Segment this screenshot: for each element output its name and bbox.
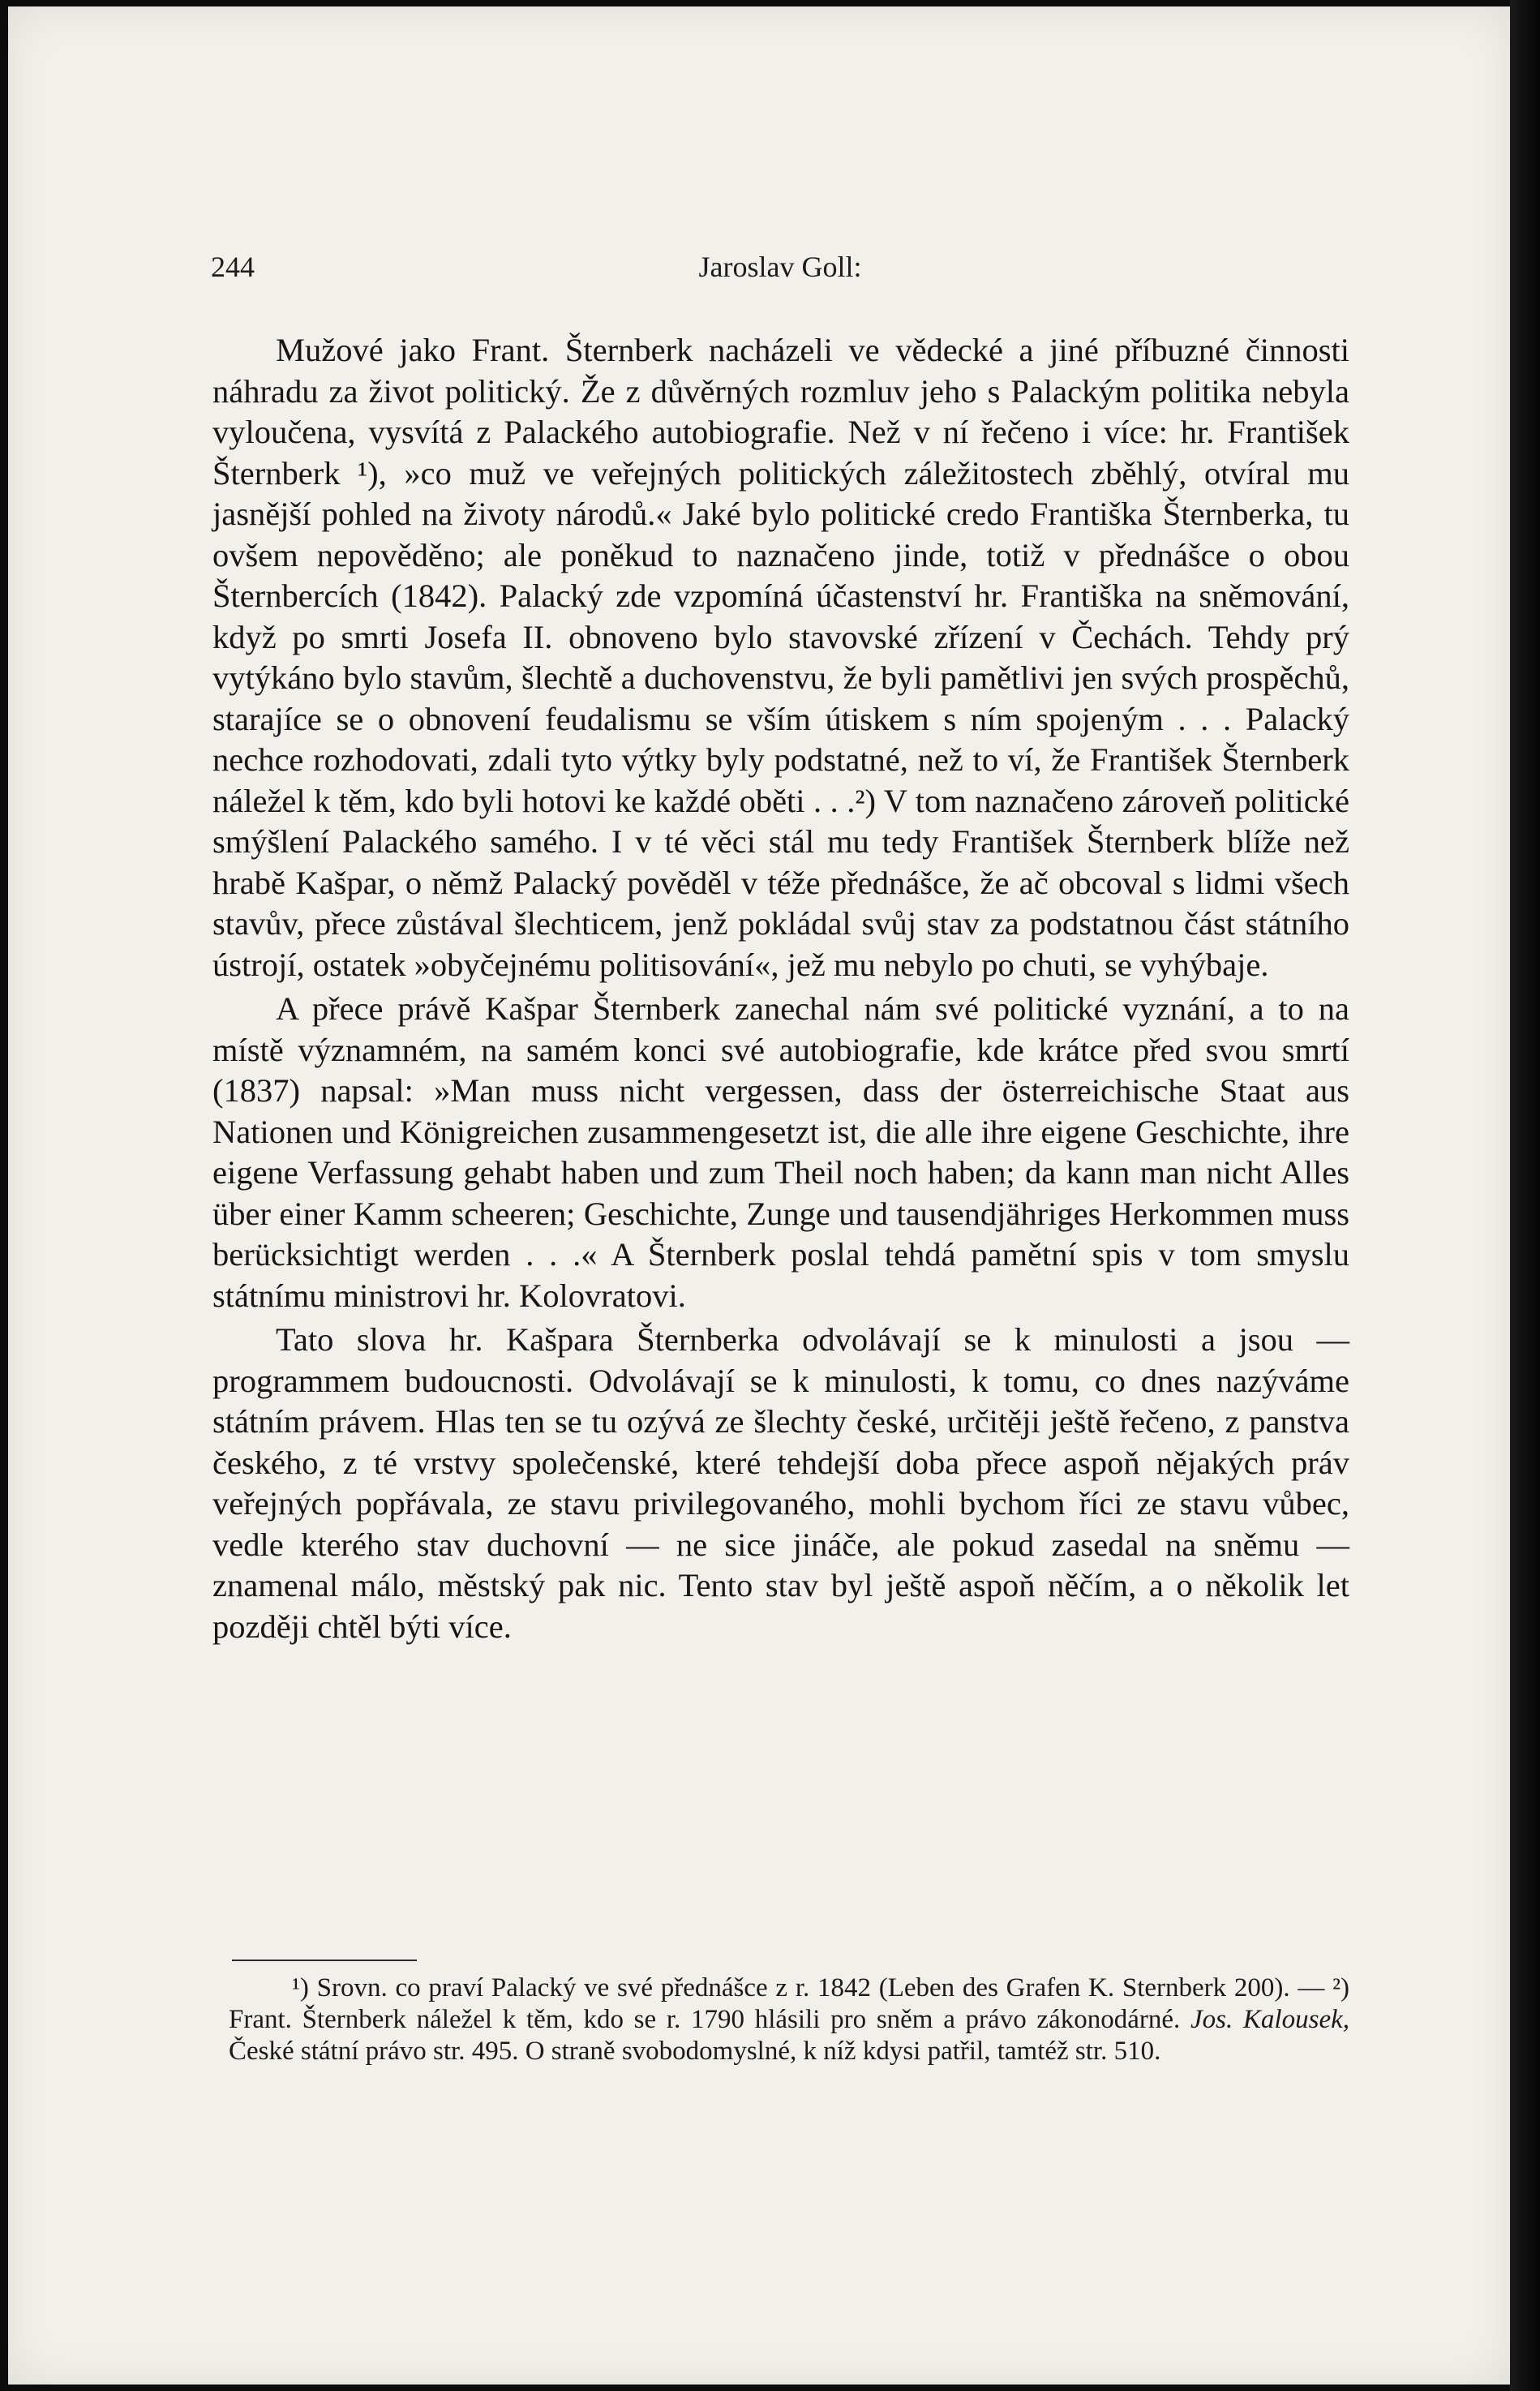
footnote-part-2: České státní právo str. 495. O straně svobodomyslné, k níž kdysi patřil, tamtéž str. 510. [229, 2037, 1161, 2066]
footnote-part-1: ¹) Srovn. co praví Palacký ve své přednášce z r. 1842 (Leben des Grafen K. Sternberk 200). — ²) Frant. Šternberk náležel k těm, kdo se r. 1790 hlásili pro sněm a právo zákonodárné. [229, 1973, 1349, 2034]
page-header [211, 250, 1349, 290]
footnotes [229, 1972, 1349, 2067]
book-page [8, 6, 1510, 2385]
paragraph-1: Mužové jako Frant. Šternberk nacházeli ve vědecké a jiné příbuzné činnosti náhradu za život politický. Že z důvěrných rozmluv jeho s Palackým politika nebyla vyloučena, vysvítá z Palackého autobiografie. Než v ní řečeno i více: hr. František Šternberk ¹), »co muž ve veřejných politických záležitostech zběhlý, otvíral mu jasnější pohled na životy národů.« Jaké bylo politické credo Františka Šternberka, tu ovšem nepověděno; ale poněkud to naznačeno jinde, totiž v přednášce o obou Šternbercích (1842). Palacký zde vzpomíná účastenství hr. Františka na sněmování, když po smrti Josefa II. obnoveno bylo stavovské zřízení v Čechách. Tehdy prý vytýkáno bylo stavům, šlechtě a duchovenstvu, že byli pamětlivi jen svých prospěchů, starajíce se o obnovení feudalismu se vším útiskem s ním spojeným . . . Palacký nechce rozhodovati, zdali tyto výtky byly podstatné, než to ví, že František Šternberk náležel k těm, kdo byli hotovi ke každé oběti . . .²) V tom naznačeno zároveň politické smýšlení Palackého samého. I v té věci stál mu tedy František Šternberk blíže než hrabě Kašpar, o němž Palacký pověděl v téže přednášce, že ač obcoval s lidmi všech stavův, přece zůstával šlechticem, jenž pokládal svůj stav za podstatnou část státního ústrojí, ostatek »obyčejnému politisování«, jež mu nebylo po chuti, se vyhýbaje. [212, 332, 1349, 983]
scan-edge [1510, 0, 1540, 2391]
footnote-rule [232, 1960, 417, 1961]
body-text [212, 327, 1349, 1647]
paragraph-2: A přece právě Kašpar Šternberk zanechal nám své politické vyznání, a to na místě významném, na samém konci své autobiografie, kde krátce před svou smrtí (1837) napsal: »Man muss nicht vergessen, dass der österreichische Staat aus Nationen und Königreichen zusammengesetzt ist, die alle ihre eigene Geschichte, ihre eigene Verfassung gehabt haben und zum Theil noch haben; da kann man nicht Alles über einer Kamm scheeren; Geschichte, Zunge und tausendjähriges Herkommen muss berücksichtigt werden . . .« A Šternberk poslal tehdá pamětní spis v tom smyslu státnímu ministrovi hr. Kolovratovi. [212, 990, 1349, 1314]
running-head: Jaroslav Goll: [698, 251, 862, 283]
paragraph-3: Tato slova hr. Kašpara Šternberka odvolávají se k minulosti a jsou — programmem budoucnosti. Odvolávají se k minulosti, k tomu, co dnes nazýváme státním právem. Hlas ten se tu ozývá ze šlechty české, určitěji ještě řečeno, z panstva českého, z té vrstvy společenské, které tehdejší doba přece aspoň nějakých práv veřejných popřávala, ze stavu privilegovaného, mohli bychom říci ze stavu vůbec, vedle kterého stav duchovní — ne sice jináče, ale pokud zasedal na sněmu — znamenal málo, městský pak nic. Tento stav byl ještě aspoň něčím, a o několik let později chtěl býti více. [212, 1321, 1349, 1645]
footnote-author: Jos. Kalousek, [1190, 2005, 1349, 2034]
footnote-text [229, 1972, 1349, 2067]
page-number: 244 [211, 251, 255, 283]
